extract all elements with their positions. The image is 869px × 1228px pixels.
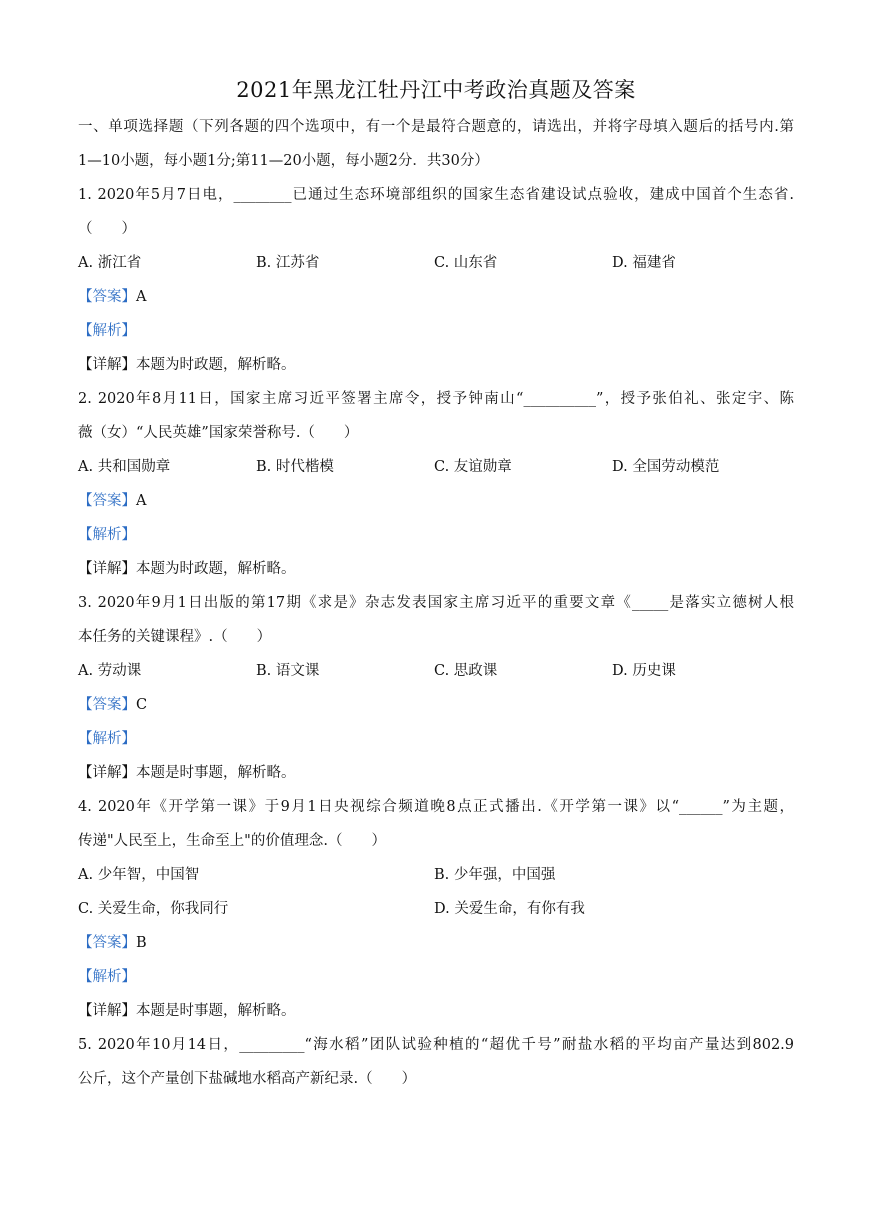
question-2-stem-line-2: 薇（女）“人民英雄”国家荣誉称号.（ ） <box>78 425 359 441</box>
question-1 <box>78 178 794 382</box>
question-2-detail <box>78 552 794 586</box>
question-1-option-c: C. 山东省 <box>434 255 498 271</box>
question-1-detail <box>78 348 794 382</box>
answer-label: 【答案】 <box>78 493 136 509</box>
question-4-option-b: B. 少年强，中国强 <box>434 867 556 883</box>
question-3 <box>78 586 794 790</box>
question-4-analysis <box>78 960 794 994</box>
question-4-detail <box>78 994 794 1028</box>
question-3-option-b: B. 语文课 <box>256 663 320 679</box>
question-3-stem-line-1: 3. 2020年9月1日出版的第17期《求是》杂志发表国家主席习近平的重要文章《_____是落实立德树人根 <box>78 595 794 611</box>
question-2-option-b: B. 时代楷模 <box>256 459 334 475</box>
question-4-answer-value: B <box>136 935 147 951</box>
question-3-detail <box>78 756 794 790</box>
detail-label: 【详解】 <box>78 357 136 373</box>
question-4-answer <box>78 926 794 960</box>
question-4-stem-line-2: 传递"人民至上，生命至上"的价值理念.（ ） <box>78 833 386 849</box>
question-1-option-b: B. 江苏省 <box>256 255 320 271</box>
analysis-label: 【解析】 <box>78 527 136 543</box>
question-1-stem-line-1: 1. 2020年5月7日电，________已通过生态环境部组织的国家生态省建设试点验收，建成中国首个生态省. <box>78 187 794 203</box>
question-2-detail-text: 本题为时政题，解析略。 <box>136 561 296 577</box>
question-4-option-a: A. 少年智，中国智 <box>78 867 200 883</box>
detail-label: 【详解】 <box>78 765 136 781</box>
question-1-option-a: A. 浙江省 <box>78 255 142 271</box>
detail-label: 【详解】 <box>78 561 136 577</box>
analysis-label: 【解析】 <box>78 969 136 985</box>
section-instruction-line-2: 1—10小题，每小题1分;第11—20小题，每小题2分．共30分） <box>78 153 489 169</box>
question-3-detail-text: 本题是时事题，解析略。 <box>136 765 296 781</box>
question-4-option-d: D. 关爱生命，有你有我 <box>434 901 585 917</box>
analysis-label: 【解析】 <box>78 731 136 747</box>
section-instruction-line-1: 一、单项选择题（下列各题的四个选项中，有一个是最符合题意的，请选出，并将字母填入题后的括号内.第 <box>78 119 794 135</box>
question-3-option-a: A. 劳动课 <box>78 663 142 679</box>
question-3-option-c: C. 思政课 <box>434 663 498 679</box>
question-4-option-c: C. 关爱生命，你我同行 <box>78 901 229 917</box>
question-2-option-d: D. 全国劳动模范 <box>612 459 720 475</box>
analysis-label: 【解析】 <box>78 323 136 339</box>
question-2-stem-line-1: 2. 2020年8月11日，国家主席习近平签署主席令，授予钟南山“__________”，授予张伯礼、张定宇、陈 <box>78 391 794 407</box>
question-1-options <box>78 246 794 280</box>
question-2 <box>78 382 794 586</box>
question-2-options <box>78 450 794 484</box>
document-page <box>78 74 794 1096</box>
question-3-answer <box>78 688 794 722</box>
answer-label: 【答案】 <box>78 289 136 305</box>
question-1-stem-line-2: （ ） <box>78 221 136 237</box>
question-1-answer-value: A <box>136 289 147 305</box>
question-5-stem-line-2: 公斤，这个产量创下盐碱地水稻高产新纪录.（ ） <box>78 1071 417 1087</box>
question-1-option-d: D. 福建省 <box>612 255 676 271</box>
question-3-analysis <box>78 722 794 756</box>
question-1-answer <box>78 280 794 314</box>
question-3-options <box>78 654 794 688</box>
question-4-options-row-2 <box>78 892 794 926</box>
question-1-analysis <box>78 314 794 348</box>
answer-label: 【答案】 <box>78 697 136 713</box>
question-5-stem-line-1: 5. 2020年10月14日，_________“海水稻”团队试验种植的“超优千号”耐盐水稻的平均亩产量达到802.9 <box>78 1037 794 1053</box>
question-4-detail-text: 本题是时事题，解析略。 <box>136 1003 296 1019</box>
question-4 <box>78 790 794 1028</box>
question-5 <box>78 1028 794 1096</box>
question-4-stem-line-1: 4. 2020年《开学第一课》于9月1日央视综合频道晚8点正式播出.《开学第一课》以“______”为主题， <box>78 799 794 815</box>
question-1-detail-text: 本题为时政题，解析略。 <box>136 357 296 373</box>
question-2-answer-value: A <box>136 493 147 509</box>
question-2-option-a: A. 共和国勋章 <box>78 459 171 475</box>
document-title: 2021年黑龙江牡丹江中考政治真题及答案 <box>236 78 636 102</box>
question-3-option-d: D. 历史课 <box>612 663 676 679</box>
answer-label: 【答案】 <box>78 935 136 951</box>
question-3-stem-line-2: 本任务的关键课程》.（ ） <box>78 629 272 645</box>
question-2-analysis <box>78 518 794 552</box>
question-4-options-row-1 <box>78 858 794 892</box>
question-2-option-c: C. 友谊勋章 <box>434 459 512 475</box>
detail-label: 【详解】 <box>78 1003 136 1019</box>
question-3-answer-value: C <box>136 697 148 713</box>
question-2-answer <box>78 484 794 518</box>
